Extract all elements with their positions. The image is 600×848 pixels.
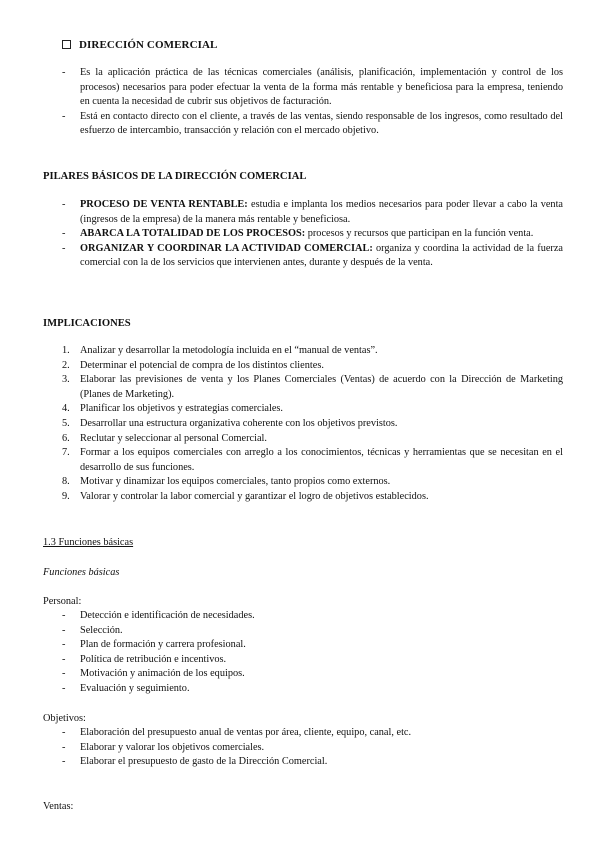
- list-item: [62, 417, 563, 432]
- list-item: [62, 667, 542, 682]
- list-item: [62, 755, 542, 770]
- section-title-text: DIRECCIÓN COMERCIAL: [79, 39, 218, 51]
- personal-item-text: Evaluación y seguimiento.: [80, 682, 190, 694]
- personal-item-text: Selección.: [80, 624, 123, 636]
- list-item: [62, 624, 542, 639]
- item-number: 7.: [62, 447, 70, 459]
- subsection-italic: Funciones básicas: [43, 567, 120, 578]
- dash-bullet: -: [62, 682, 66, 694]
- list-item: [62, 432, 563, 447]
- implicacion-text: Motivar y dinamizar los equipos comerciales, tanto propios como externos.: [80, 476, 391, 488]
- personal-list: [62, 609, 542, 697]
- list-item: [62, 110, 563, 139]
- intro-bullet-list: [62, 66, 563, 139]
- implicaciones-list: [62, 344, 563, 505]
- dash-bullet: -: [62, 242, 66, 254]
- list-item: [62, 726, 542, 741]
- list-item: [62, 446, 563, 475]
- list-item: [62, 609, 542, 624]
- list-item: [62, 198, 563, 227]
- objetivos-item-text: Elaborar el presupuesto de gasto de la Dirección Comercial.: [80, 756, 328, 768]
- implicacion-text: Reclutar y seleccionar al personal Comercial.: [80, 432, 267, 444]
- list-item: [62, 475, 563, 490]
- personal-item-text: Plan de formación y carrera profesional.: [80, 639, 246, 651]
- dash-bullet: -: [62, 653, 66, 665]
- item-number: 4.: [62, 403, 70, 415]
- list-item: [62, 638, 542, 653]
- pilar-text: organiza y coordina la actividad de la fuerza comercial con la de los servicios que intervienen antes, durante y después de la venta.: [80, 242, 564, 269]
- objetivos-item-text: Elaborar y valorar los objetivos comerciales.: [80, 741, 265, 753]
- list-item: [62, 653, 542, 668]
- implicacion-text: Valorar y controlar la labor comercial y garantizar el logro de objetivos establecidos.: [80, 490, 429, 502]
- implicacion-text: Planificar los objetivos y estrategias comerciales.: [80, 403, 284, 415]
- list-item: [62, 682, 542, 697]
- dash-bullet: -: [62, 610, 66, 621]
- list-item: [62, 242, 563, 271]
- item-number: 6.: [62, 432, 70, 444]
- pilares-heading: PILARES BÁSICOS DE LA DIRECCIÓN COMERCIAL: [43, 171, 307, 182]
- pilar-text: procesos y recursos que participan en la función venta.: [305, 228, 534, 240]
- pilares-list: [62, 198, 563, 271]
- pilar-term: ABARCA LA TOTALIDAD DE LOS PROCESOS:: [80, 228, 306, 240]
- objetivos-item-text: Elaboración del presupuesto anual de ventas por área, cliente, equipo, canal, etc.: [80, 727, 412, 738]
- dash-bullet: -: [62, 110, 66, 122]
- list-item: [62, 402, 563, 417]
- implicaciones-heading: IMPLICACIONES: [43, 318, 131, 329]
- dash-bullet: -: [62, 668, 66, 680]
- implicacion-text: Desarrollar una estructura organizativa coherente con los objetivos previstos.: [80, 417, 398, 429]
- item-number: 5.: [62, 417, 70, 429]
- list-item: [62, 66, 563, 110]
- item-number: 3.: [62, 374, 70, 386]
- objetivos-label: Objetivos:: [43, 713, 86, 724]
- dash-bullet: -: [62, 624, 66, 636]
- ventas-label: Ventas:: [43, 801, 74, 812]
- dash-bullet: -: [62, 727, 66, 738]
- item-number: 8.: [62, 476, 70, 488]
- intro-bullet-text: Está en contacto directo con el cliente, a través de las ventas, siendo responsable de los ingresos, como resultado del esfuerzo de intercambio, transacción y relación con el mercado objetivo.: [80, 110, 563, 137]
- dash-bullet: -: [62, 67, 66, 78]
- dash-bullet: -: [62, 639, 66, 651]
- pilar-term: ORGANIZAR Y COORDINAR LA ACTIVIDAD COMERCIAL:: [80, 242, 373, 254]
- list-item: [62, 227, 563, 242]
- pilar-term: PROCESO DE VENTA RENTABLE:: [80, 199, 248, 210]
- personal-item-text: Motivación y animación de los equipos.: [80, 668, 245, 680]
- item-number: 2.: [62, 359, 70, 371]
- dash-bullet: -: [62, 199, 66, 210]
- personal-item-text: Política de retribución e incentivos.: [80, 653, 227, 665]
- checkbox-icon: [62, 40, 71, 49]
- list-item: [62, 741, 542, 756]
- implicacion-text: Determinar el potencial de compra de los distintos clientes.: [80, 359, 324, 371]
- section-title: [62, 38, 218, 53]
- list-item: [62, 344, 563, 359]
- objetivos-list: [62, 726, 542, 770]
- dash-bullet: -: [62, 228, 66, 240]
- personal-label: Personal:: [43, 596, 82, 607]
- implicacion-text: Formar a los equipos comerciales con arreglo a los conocimientos, técnicas y herramientas que se necesitan en el desarrollo de sus funciones.: [80, 447, 563, 473]
- pilar-text: estudia e implanta los medios necesarios para poder llevar a cabo la venta (ingresos de la empresa) de la manera más rentable y beneficiosa.: [80, 199, 563, 225]
- implicacion-text: Elaborar las previsiones de venta y los Planes Comerciales (Ventas) de acuerdo con la Dirección de Marketing (Planes de Marketing).: [80, 374, 563, 400]
- item-number: 9.: [62, 490, 70, 502]
- dash-bullet: -: [62, 756, 66, 768]
- subsection-title: 1.3 Funciones básicas: [43, 537, 134, 548]
- personal-item-text: Detección e identificación de necesidades.: [80, 610, 255, 621]
- implicacion-text: Analizar y desarrollar la metodología incluida en el “manual de ventas”.: [80, 345, 378, 356]
- list-item: [62, 359, 563, 374]
- intro-bullet-text: Es la aplicación práctica de las técnicas comerciales (análisis, planificación, implementación y control de los procesos) necesarios para poder efectuar la venta de la forma más rentable y beneficiosa para la empresa, teniendo en cuenta la necesidad de cubrir sus objetivos de facturación.: [80, 67, 563, 108]
- list-item: [62, 373, 563, 402]
- dash-bullet: -: [62, 741, 66, 753]
- item-number: 1.: [62, 345, 70, 356]
- list-item: [62, 490, 563, 505]
